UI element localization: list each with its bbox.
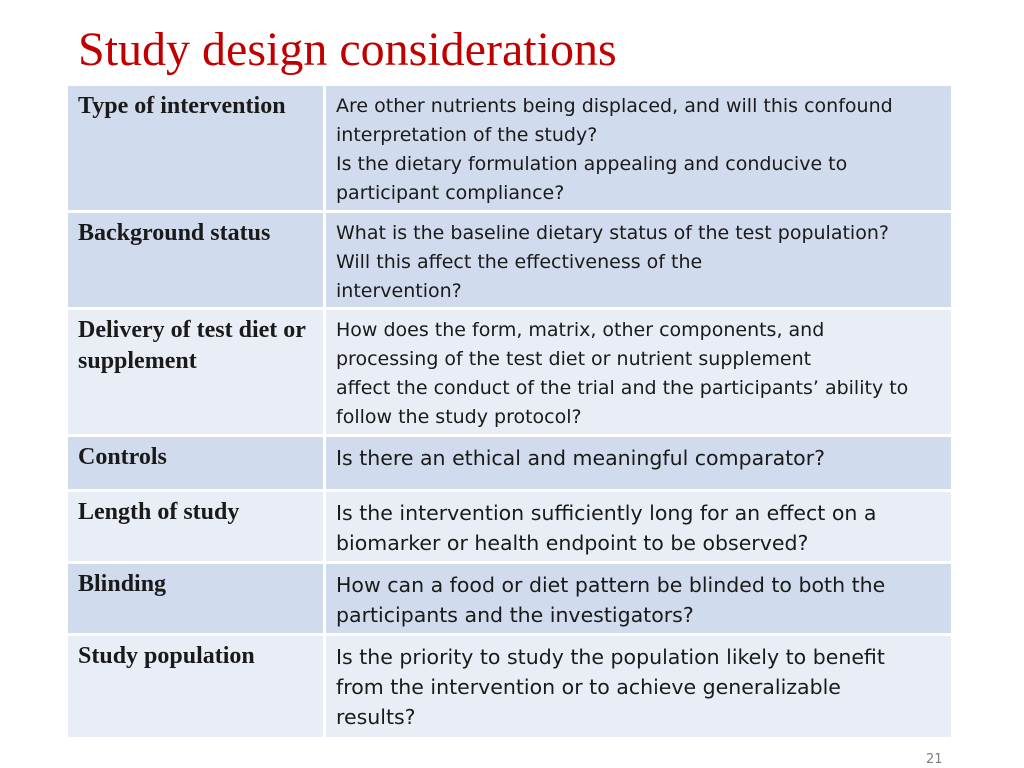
row-label: Type of intervention xyxy=(68,86,326,210)
row-description xyxy=(326,310,951,434)
slide-title: Study design considerations xyxy=(78,23,617,76)
row-label: Controls xyxy=(68,437,326,489)
description-line: processing of the test diet or nutrient supplement xyxy=(336,348,812,370)
description-line: What is the baseline dietary status of the test population? xyxy=(336,222,889,244)
description-line: biomarker or health endpoint to be observed? xyxy=(336,531,809,555)
description-line: Is the priority to study the population likely to benefit xyxy=(336,645,885,669)
row-label: Blinding xyxy=(68,564,326,633)
table-row xyxy=(68,213,951,310)
description-line: participants and the investigators? xyxy=(336,603,694,627)
row-label: Length of study xyxy=(68,492,326,561)
row-description xyxy=(326,86,951,210)
row-description xyxy=(326,564,951,633)
page-number: 21 xyxy=(926,752,943,767)
description-line: How does the form, matrix, other components, and xyxy=(336,319,825,341)
description-line: results? xyxy=(336,705,416,729)
description-line: Is the intervention sufficiently long for an effect on a xyxy=(336,501,877,525)
table-row xyxy=(68,564,951,636)
description-line: participant compliance? xyxy=(336,182,565,204)
row-label: Delivery of test diet or supplement xyxy=(68,310,326,434)
row-description xyxy=(326,213,951,307)
table-row xyxy=(68,437,951,492)
description-line: intervention? xyxy=(336,280,462,302)
description-line: follow the study protocol? xyxy=(336,406,582,428)
table-row xyxy=(68,492,951,564)
row-label: Background status xyxy=(68,213,326,307)
description-line: Are other nutrients being displaced, and will this confound xyxy=(336,95,893,117)
description-line: affect the conduct of the trial and the participants’ ability to xyxy=(336,377,909,399)
description-line: Is the dietary formulation appealing and conducive to xyxy=(336,153,848,175)
table-row xyxy=(68,310,951,437)
table-row xyxy=(68,636,951,737)
description-line: Will this affect the effectiveness of the xyxy=(336,251,703,273)
row-description xyxy=(326,492,951,561)
description-line: interpretation of the study? xyxy=(336,124,598,146)
row-description xyxy=(326,636,951,737)
row-description xyxy=(326,437,951,489)
row-label: Study population xyxy=(68,636,326,737)
description-line: from the intervention or to achieve generalizable xyxy=(336,675,841,699)
table-row xyxy=(68,86,951,213)
considerations-table xyxy=(68,86,951,737)
description-line: Is there an ethical and meaningful comparator? xyxy=(336,446,826,470)
description-line: How can a food or diet pattern be blinded to both the xyxy=(336,573,886,597)
